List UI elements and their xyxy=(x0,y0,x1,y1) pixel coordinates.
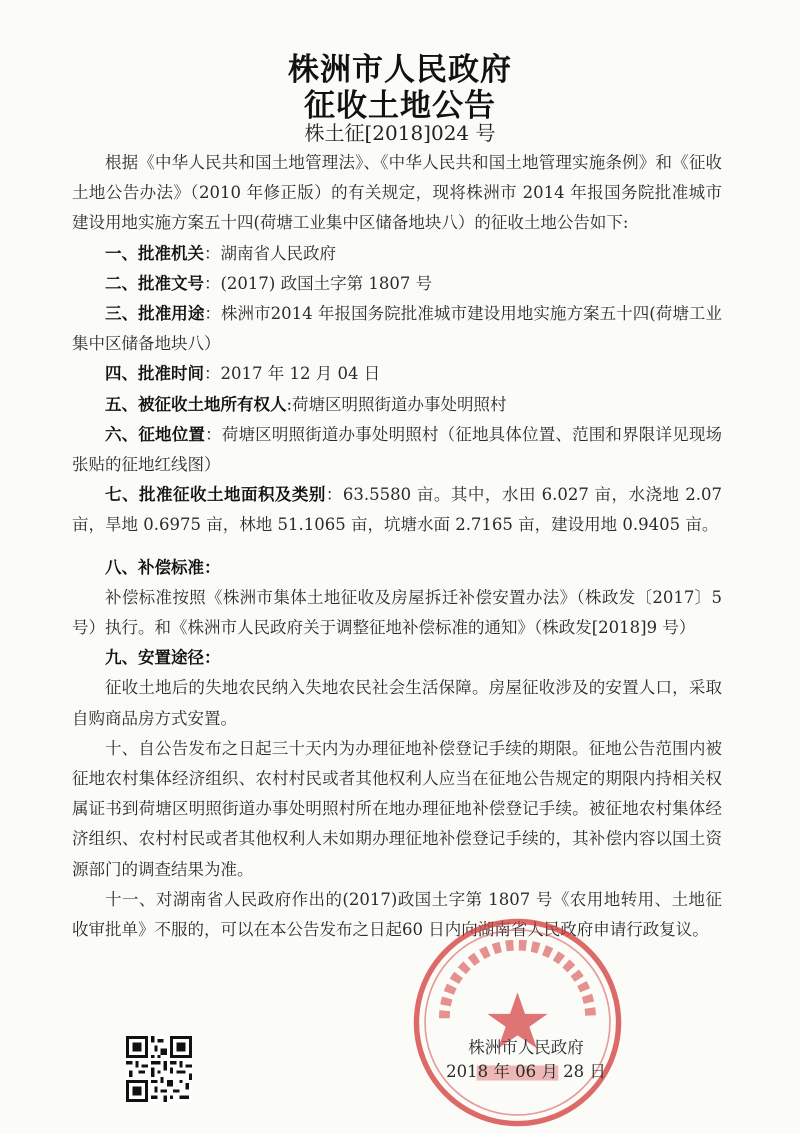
item-label: 六、征地位置 xyxy=(105,424,206,444)
item-value: ：63.5580 亩。其中，水田 6.027 亩，水浇地 2.07 亩，旱地 0.6975 亩，林地 51.1065 亩，坑塘水面 2.7165 亩，建设用地 0.9405 亩。 xyxy=(72,485,723,535)
document-title: 株洲市人民政府 xyxy=(288,52,512,88)
document-number: 株土征[2018]024 号 xyxy=(304,121,496,145)
item-value: ：(2017) 政国土字第 1807 号 xyxy=(204,273,433,293)
item-label: 四、批准时间 xyxy=(105,364,204,384)
item-value: ：株洲市2014 年报国务院批准城市建设用地实施方案五十四(荷塘工业集中区储备地块八） xyxy=(72,304,722,354)
sign-date: 2018 年 06 月 28 日 xyxy=(446,1062,606,1081)
item-label: 八、补偿标准： xyxy=(105,557,221,577)
official-seal-icon xyxy=(410,915,625,1130)
item-label: 一、批准机关 xyxy=(105,243,204,263)
item-resettlement-heading xyxy=(72,643,722,673)
item-land-area xyxy=(72,480,722,540)
item-approval-date xyxy=(72,359,722,389)
item-label: 五、被征收土地所有权人 xyxy=(105,394,287,414)
document-subtitle: 征收土地公告 xyxy=(304,88,496,124)
item-registration-deadline: 十、自公告发布之日起三十天内为办理征地补偿登记手续的期限。征地公告范围内被征地农村集体经济组织、农村村民或者其他权利人应当在征地公告规定的期限内持相关权属证书到荷塘区明照街道办事处明照村所在地办理征地补偿登记手续。被征地农村集体经济组织、农村村民或者其他权利人未如期办理征地补偿登记手续的，其补偿内容以国土资源部门的调查结果为准。 xyxy=(72,738,722,879)
item-value: ：荷塘区明照街道办事处明照村（征地具体位置、范围和界限详见现场张贴的征地红线图） xyxy=(72,424,723,475)
item-label: 九、安置途径： xyxy=(105,648,221,668)
item-value: ：2017 年 12 月 04 日 xyxy=(204,364,381,384)
item-value: :荷塘区明照街道办事处明照村 xyxy=(286,394,507,414)
qr-code-icon xyxy=(126,1036,192,1102)
item-compensation-heading xyxy=(72,553,722,583)
item-label: 三、批准用途 xyxy=(105,304,205,324)
item-administrative-review: 十一、对湖南省人民政府作出的(2017)政国土字第 1807 号《农用地转用、土地征收审批单》不服的，可以在本公告发布之日起60 日内向湖南省人民政府申请行政复议。 xyxy=(72,889,722,940)
signer-name: 株洲市人民政府 xyxy=(468,1038,584,1057)
item-land-owner xyxy=(72,390,722,420)
item-compensation-body: 补偿标准按照《株洲市集体土地征收及房屋拆迁补偿安置办法》（株政发〔2017〕5 号）执行。和《株洲市人民政府关于调整征地补偿标准的通知》（株政发[2018]9 号） xyxy=(72,587,722,638)
intro-paragraph: 根据《中华人民共和国土地管理法》、《中华人民共和国土地管理实施条例》和《征收土地公告办法》（2010 年修正版）的有关规定，现将株洲市 2014 年报国务院批准城市建设用地实施方案五十四(荷塘工业集中区储备地块八）的征收土地公告如下: xyxy=(72,153,722,233)
item-land-location xyxy=(72,420,722,480)
item-approval-purpose xyxy=(72,299,722,359)
item-value: ：湖南省人民政府 xyxy=(204,243,336,263)
item-label: 七、批准征收土地面积及类别 xyxy=(105,485,326,505)
item-approval-number xyxy=(72,269,722,299)
item-label: 二、批准文号 xyxy=(105,273,204,293)
item-resettlement-body: 征收土地后的失地农民纳入失地农民社会生活保障。房屋征收涉及的安置人口，采取自购商品房方式安置。 xyxy=(72,678,722,728)
item-approval-authority xyxy=(72,239,722,269)
notice-body xyxy=(72,148,722,945)
